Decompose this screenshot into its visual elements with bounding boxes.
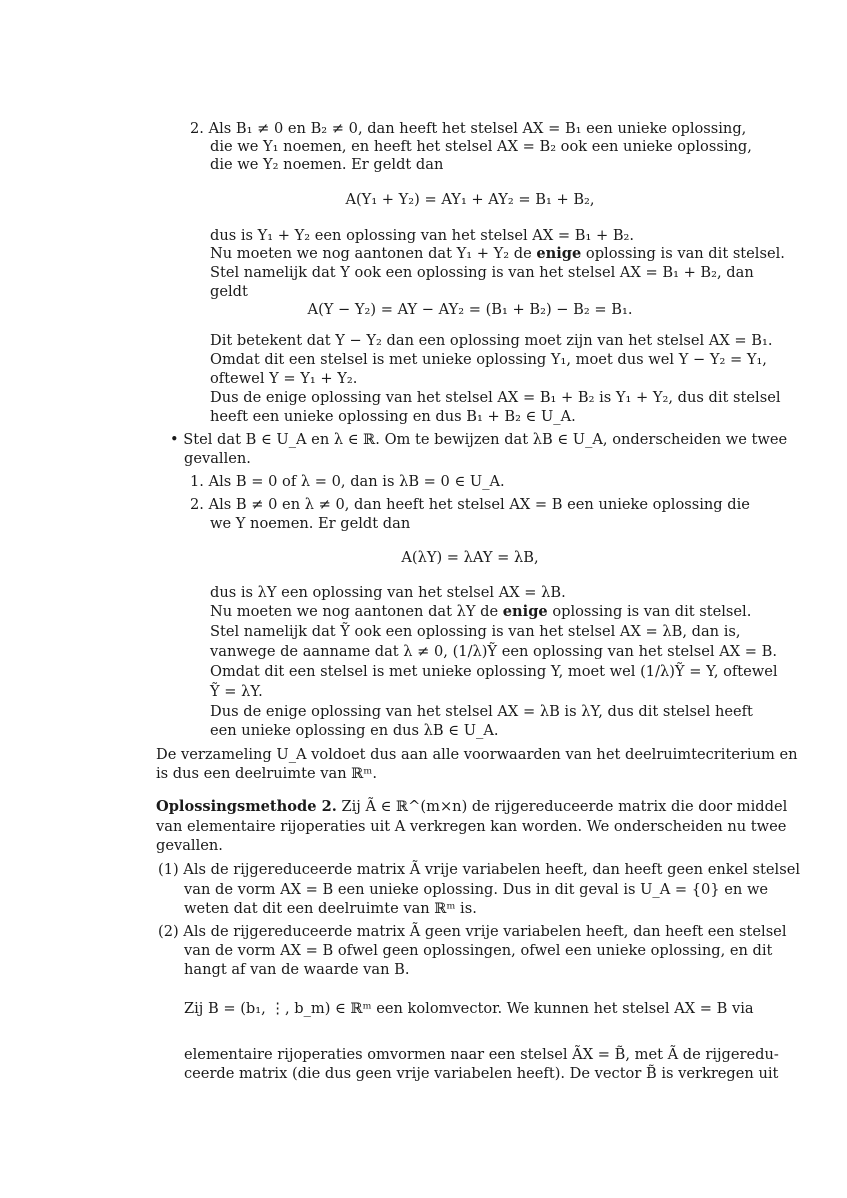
text-line: die we Y₁ noemen, en heeft het stelsel AX = B₂ ook een unieke oplossing,: [210, 138, 752, 155]
list-item: (2) Als de rijgereduceerde matrix Ã geen vrije variabelen heeft, dan heeft een stelsel: [158, 923, 787, 940]
text-line: die we Y₂ noemen. Er geldt dan: [210, 156, 444, 173]
text-run: Nu moeten we nog aantonen dat λY de: [210, 603, 503, 620]
equation: A(Y₁ + Y₂) = AY₁ + AY₂ = B₁ + B₂,: [345, 191, 595, 208]
text-line: dus is λY een oplossing van het stelsel AX = λB.: [210, 584, 566, 601]
text-line: van de vorm AX = B ofwel geen oplossingen, ofwel een unieke oplossing, en dit: [184, 942, 773, 959]
text-line: [210, 244, 785, 264]
text-line: gevallen.: [184, 450, 251, 467]
text-line: elementaire rijoperaties omvormen naar een stelsel ÃX = B̃, met Ã de rijgeredu-: [184, 1046, 779, 1063]
text-line: van de vorm AX = B een unieke oplossing. Dus in dit geval is U_A = {0} en we: [184, 881, 769, 898]
text-line: ceerde matrix (die dus geen vrije variabelen heeft). De vector B̃ is verkregen uit: [184, 1065, 779, 1082]
text-line: dus is Y₁ + Y₂ een oplossing van het stelsel AX = B₁ + B₂.: [210, 227, 635, 244]
text-line: Omdat dit een stelsel is met unieke oplossing Y₁, moet dus wel Y − Y₂ = Y₁,: [210, 351, 767, 368]
text-line: Dus de enige oplossing van het stelsel AX = λB is λY, dus dit stelsel heeft: [210, 703, 753, 720]
section-heading: Oplossingsmethode 2.: [156, 798, 337, 815]
equation: A(λY) = λAY = λB,: [401, 549, 539, 566]
emphasis: enige: [536, 245, 582, 262]
text-line: vanwege de aanname dat λ ≠ 0, (1/λ)Ỹ een oplossing van het stelsel AX = B.: [210, 643, 778, 660]
text-line: van elementaire rijoperaties uit A verkregen kan worden. We onderscheiden nu twee: [156, 818, 787, 835]
text-line: een unieke oplossing en dus λB ∈ U_A.: [210, 722, 499, 739]
text-line: Ỹ = λY.: [210, 683, 263, 700]
list-item: 1. Als B = 0 of λ = 0, dan is λB = 0 ∈ U_A.: [190, 473, 505, 490]
text-line: De verzameling U_A voldoet dus aan alle voorwaarden van het deelruimtecriterium en: [156, 746, 798, 763]
text-line: Omdat dit een stelsel is met unieke oplossing Y, moet wel (1/λ)Ỹ = Y, oftewel: [210, 663, 778, 680]
text-line: gevallen.: [156, 837, 223, 854]
text-line: oftewel Y = Y₁ + Y₂.: [210, 370, 358, 387]
text-line: [210, 602, 751, 622]
equation: A(Y − Y₂) = AY − AY₂ = (B₁ + B₂) − B₂ = B₁.: [307, 301, 633, 318]
text-line: Stel namelijk dat Y ook een oplossing is van het stelsel AX = B₁ + B₂, dan: [210, 264, 754, 281]
text-line: heeft een unieke oplossing en dus B₁ + B₂ ∈ U_A.: [210, 408, 576, 425]
bullet-item: • Stel dat B ∈ U_A en λ ∈ ℝ. Om te bewijzen dat λB ∈ U_A, onderscheiden we twee: [170, 431, 788, 448]
text-line: 2. Als B₁ ≠ 0 en B₂ ≠ 0, dan heeft het stelsel AX = B₁ een unieke oplossing,: [190, 120, 747, 137]
section-paragraph: [156, 797, 787, 817]
text-run: oplossing is van dit stelsel.: [581, 245, 785, 262]
text-run: Nu moeten we nog aantonen dat Y₁ + Y₂ de: [210, 245, 537, 262]
text-line: we Y noemen. Er geldt dan: [210, 515, 411, 532]
list-item: 2. Als B ≠ 0 en λ ≠ 0, dan heeft het stelsel AX = B een unieke oplossing die: [190, 496, 750, 513]
text-line: Zij B = (b₁, ⋮, b_m) ∈ ℝᵐ een kolomvector. We kunnen het stelsel AX = B via: [184, 1000, 754, 1017]
text-line: is dus een deelruimte van ℝᵐ.: [156, 765, 377, 782]
emphasis: enige: [502, 603, 548, 620]
text-line: geldt: [210, 283, 248, 300]
list-item: (1) Als de rijgereduceerde matrix Ã vrije variabelen heeft, dan heeft geen enkel stelsel: [158, 861, 800, 878]
text-run: oplossing is van dit stelsel.: [547, 603, 752, 620]
text-line: Dit betekent dat Y − Y₂ dan een oplossing moet zijn van het stelsel AX = B₁.: [210, 332, 773, 349]
text-line: Stel namelijk dat Ỹ ook een oplossing is van het stelsel AX = λB, dan is,: [210, 623, 741, 640]
text-line: weten dat dit een deelruimte van ℝᵐ is.: [184, 900, 477, 917]
text-run: Zij Ã ∈ ℝ^(m×n) de rijgereduceerde matrix die door middel: [336, 798, 788, 815]
text-line: Dus de enige oplossing van het stelsel AX = B₁ + B₂ is Y₁ + Y₂, dus dit stelsel: [210, 389, 781, 406]
text-line: hangt af van de waarde van B.: [184, 961, 410, 978]
